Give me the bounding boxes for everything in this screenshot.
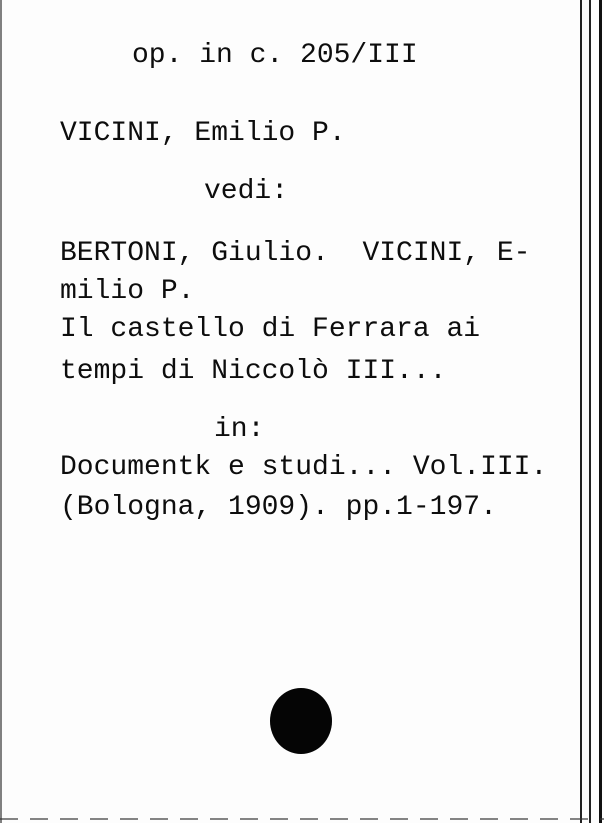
card-bottom-edge bbox=[0, 818, 604, 820]
entry-line: milio P. bbox=[60, 276, 195, 307]
entry-line: Il castello di Ferrara ai bbox=[60, 314, 481, 345]
entry-line: BERTONI, Giulio. VICINI, E- bbox=[60, 238, 531, 269]
card-right-edge-line bbox=[580, 0, 582, 823]
punch-hole bbox=[270, 688, 332, 754]
source-line: Documentk e studi... Vol.III. bbox=[60, 452, 548, 483]
source-line: (Bologna, 1909). pp.1-197. bbox=[60, 492, 497, 523]
call-number: op. in c. 205/III bbox=[132, 40, 418, 71]
in-label: in: bbox=[214, 414, 265, 445]
card-left-edge bbox=[0, 0, 2, 823]
card-heading: VICINI, Emilio P. bbox=[60, 118, 346, 149]
entry-line: tempi di Niccolò III... bbox=[60, 356, 447, 387]
see-label: vedi: bbox=[204, 176, 289, 207]
card-right-edge-line bbox=[589, 0, 591, 823]
card-right-edge-line bbox=[599, 0, 602, 823]
